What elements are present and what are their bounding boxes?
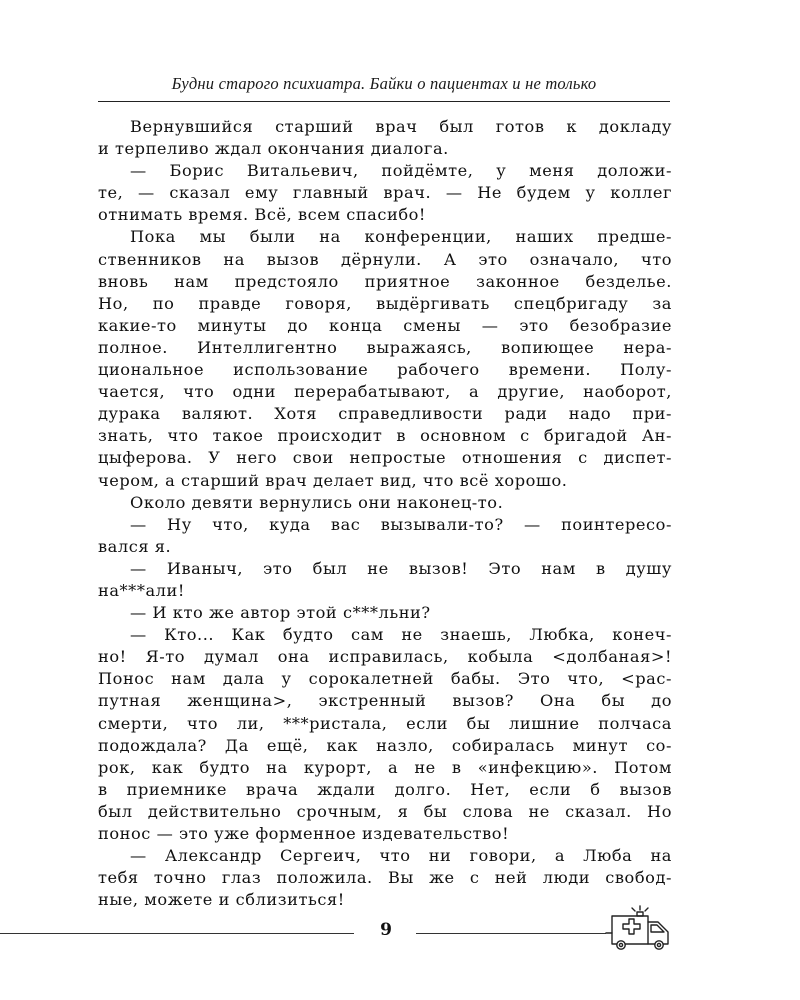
- header-rule: [98, 101, 670, 102]
- text-line: был действительно срочным, я бы слова не сказал. Но: [98, 801, 672, 821]
- text-line: путная женщина>, экстренный вызов? Она бы до: [98, 691, 672, 711]
- text-line: Вернувшийся старший врач был готов к докладу: [130, 117, 672, 136]
- text-line: Но, по правде говоря, выдёргивать спецбригаду за: [98, 293, 672, 313]
- text-line: вновь нам предстояло приятное законное безделье.: [98, 271, 672, 291]
- text-line: но! Я-то думал она исправилась, кобыла <долбаная>!: [98, 647, 672, 667]
- text-line: — Борис Витальевич, пойдёмте, у меня доложи-: [130, 161, 672, 181]
- text-line: отнимать время. Всё, всем спасибо!: [98, 205, 426, 225]
- text-line: — Иваныч, это был не вызов! Это нам в душу: [130, 558, 672, 578]
- text-line: на***али!: [98, 580, 185, 600]
- text-line: понос — это уже форменное издевательство!: [98, 824, 510, 843]
- text-line: ственников на вызов дёрнули. А это означало, что: [98, 249, 672, 269]
- text-line: тебя точно глаз положила. Вы же с ней люди свобод-: [98, 868, 672, 888]
- text-line: циональное использование рабочего времени. Полу-: [98, 360, 672, 380]
- text-line: какие-то минуты до конца смены — это безобразие: [98, 315, 672, 335]
- page-number: 9: [380, 920, 392, 940]
- text-line: полное. Интеллигентно выражаясь, вопиющее нера-: [98, 337, 672, 357]
- text-line: те, — сказал ему главный врач. — Не будем у коллег: [98, 183, 672, 203]
- text-line: Понос нам дала у сорокалетней бабы. Это что, <рас-: [98, 669, 672, 689]
- text-line: ные, можете и сблизиться!: [98, 890, 345, 910]
- text-line: Около девяти вернулись они наконец-то.: [130, 492, 504, 512]
- text-line: дурака валяют. Хотя справедливости ради надо при-: [98, 404, 672, 424]
- text-line: цыферова. У него свои непростые отношения с диспет-: [98, 448, 672, 468]
- footer-rule-right: [416, 933, 606, 934]
- text-line: и терпеливо ждал окончания диалога.: [98, 139, 449, 159]
- text-line: — Ну что, куда вас вызывали-то? — поинтересо-: [130, 514, 672, 534]
- text-line: знать, что такое происходит в основном с бригадой Ан-: [98, 426, 672, 446]
- text-line: чается, что одни перерабатывают, а другие, наоборот,: [98, 382, 672, 402]
- text-line: смерти, что ли, ***ристала, если бы лишние полчаса: [98, 713, 672, 733]
- text-line: вался я.: [98, 536, 172, 556]
- text-line: чером, а старший врач делает вид, что всё хорошо.: [98, 470, 568, 490]
- text-line: рок, как будто на курорт, а не в «инфекцию». Потом: [98, 757, 672, 777]
- text-line: — И кто же автор этой с***льни?: [130, 603, 431, 623]
- text-line: Пока мы были на конференции, наших предше-: [130, 227, 672, 247]
- running-header: Будни старого психиатра. Байки о пациентах и не только: [171, 74, 597, 93]
- ambulance-icon: [604, 904, 674, 952]
- text-line: в приемнике врача ждали долго. Нет, если б вызов: [98, 779, 672, 799]
- text-line: — Александр Сергеич, что ни говори, а Люба на: [130, 846, 672, 866]
- text-line: — Кто... Как будто сам не знаешь, Любка, конеч-: [130, 625, 672, 645]
- text-line: подождала? Да ещё, как назло, собиралась минут со-: [98, 735, 672, 755]
- footer-rule-left: [0, 933, 354, 934]
- body-text: [98, 116, 672, 911]
